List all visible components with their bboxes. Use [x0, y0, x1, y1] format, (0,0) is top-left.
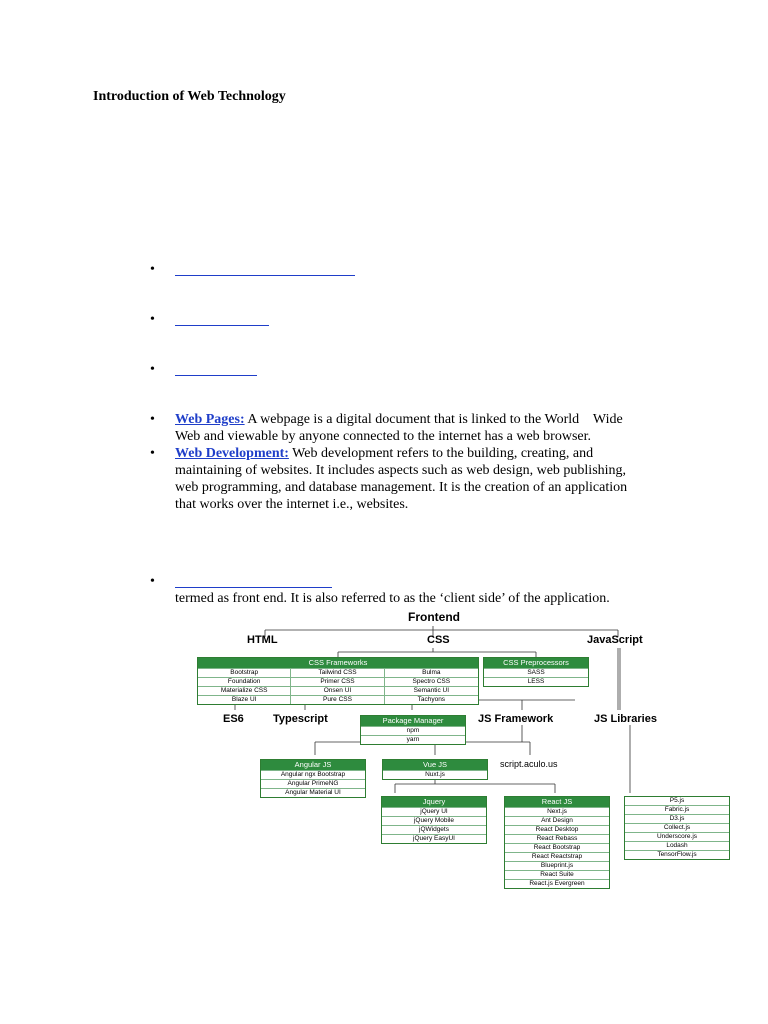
list-item: jQuery EasyUI: [382, 834, 486, 843]
vue-title: Vue JS: [383, 760, 487, 770]
grid-cell: Primer CSS: [291, 677, 384, 686]
list-item: P5.js: [669, 797, 685, 804]
list-item: Collect.js: [625, 823, 729, 832]
vue-box: [382, 759, 488, 780]
bullet-link-2[interactable]: [175, 325, 269, 326]
angular-title: Angular JS: [261, 760, 365, 770]
frontend-diagram: [175, 608, 755, 887]
list-item: SASS: [484, 668, 588, 677]
list-item: Next.js: [505, 807, 609, 816]
list-item: jQuery UI: [382, 807, 486, 816]
css-frameworks-grid: [198, 668, 478, 704]
list-item: Ant Design: [505, 816, 609, 825]
list-item: React Desktop: [505, 825, 609, 834]
web-development-text-3: web programming, and database management. It is the creation of an application: [175, 480, 628, 495]
frontend-root: Frontend: [408, 610, 460, 624]
list-item: TensorFlow.js: [625, 850, 729, 859]
list-item: Underscore.js: [625, 832, 729, 841]
es6-node: ES6: [223, 713, 244, 725]
bullet-dot: •: [150, 412, 155, 427]
javascript-node: JavaScript: [587, 634, 643, 646]
react-box: [504, 796, 610, 889]
list-item: Blueprint.js: [505, 861, 609, 870]
frontend-text: termed as front end. It is also referred to as the ‘client side’ of the application.: [175, 591, 610, 606]
web-development-text-2: maintaining of websites. It includes aspects such as web design, web publishing,: [175, 463, 627, 478]
bullet-link-1[interactable]: [175, 275, 355, 276]
react-title: React JS: [505, 797, 609, 807]
bullet-dot: •: [150, 446, 155, 461]
list-item: Nuxt.js: [383, 770, 487, 779]
grid-cell: Tachyons: [385, 695, 478, 704]
list-item: yarn: [361, 735, 465, 744]
web-pages-text-2: Web and viewable by anyone connected to the internet has a web browser.: [175, 429, 592, 444]
grid-cell: Tailwind CSS: [291, 668, 384, 677]
document-title: Introduction of Web Technology: [93, 89, 286, 104]
grid-cell: Onsen UI: [291, 686, 384, 695]
bullet-dot: •: [150, 362, 155, 377]
list-item: npm: [361, 726, 465, 735]
grid-cell: Semantic UI: [385, 686, 478, 695]
grid-cell: Spectro CSS: [385, 677, 478, 686]
web-pages-text: A webpage is a digital document that is linked to the World Wide: [244, 412, 623, 427]
css-node: CSS: [427, 634, 450, 646]
package-manager-box: [360, 715, 466, 745]
typescript-node: Typescript: [273, 713, 328, 725]
web-development-paragraph: [175, 445, 675, 513]
web-development-link[interactable]: Web Development:: [175, 446, 289, 461]
list-item: jQuery Mobile: [382, 816, 486, 825]
grid-cell: Materialize CSS: [198, 686, 291, 695]
jquery-title: Jquery: [382, 797, 486, 807]
js-libraries-node: JS Libraries: [594, 713, 657, 725]
list-item: React Suite: [505, 870, 609, 879]
web-pages-link[interactable]: Web Pages:: [175, 412, 245, 427]
web-development-text: Web development refers to the building, creating, and: [288, 446, 594, 461]
jquery-box: [381, 796, 487, 844]
js-framework-node: JS Framework: [478, 713, 554, 725]
list-item: React.js Evergreen: [505, 879, 609, 888]
list-item: jQWidgets: [382, 825, 486, 834]
bullet-dot: •: [150, 262, 155, 277]
grid-cell: Bulma: [385, 668, 478, 677]
list-item: React Rebass: [505, 834, 609, 843]
angular-box: [260, 759, 366, 798]
package-manager-title: Package Manager: [361, 716, 465, 726]
list-item: React Bootstrap: [505, 843, 609, 852]
grid-cell: Foundation: [198, 677, 291, 686]
css-preprocessors-box: [483, 657, 589, 687]
list-item: Angular ngx Bootstrap: [261, 770, 365, 779]
js-libraries-box: [624, 796, 730, 860]
list-item: Angular PrimeNG: [261, 779, 365, 788]
list-item: React Reactstrap: [505, 852, 609, 861]
grid-cell: Pure CSS: [291, 695, 384, 704]
grid-cell: Bootstrap: [198, 668, 291, 677]
frontend-link[interactable]: [175, 587, 332, 588]
web-development-text-4: that works over the internet i.e., websites.: [175, 497, 409, 512]
grid-cell: Blaze UI: [198, 695, 291, 704]
css-frameworks-box: [197, 657, 479, 705]
list-item: D3.js: [625, 814, 729, 823]
bullet-link-3[interactable]: [175, 375, 257, 376]
list-item: Lodash: [625, 841, 729, 850]
bullet-dot: •: [150, 312, 155, 327]
html-node: HTML: [247, 634, 278, 646]
css-preprocessors-title: CSS Preprocessors: [484, 658, 588, 668]
scriptaculous-node: script.aculo.us: [500, 759, 558, 769]
list-item: Fabric.js: [625, 805, 729, 814]
list-item: Angular Material UI: [261, 788, 365, 797]
web-pages-paragraph: [175, 411, 675, 445]
list-item: LESS: [484, 677, 588, 686]
css-frameworks-title: CSS Frameworks: [198, 658, 478, 668]
bullet-dot: •: [150, 574, 155, 589]
